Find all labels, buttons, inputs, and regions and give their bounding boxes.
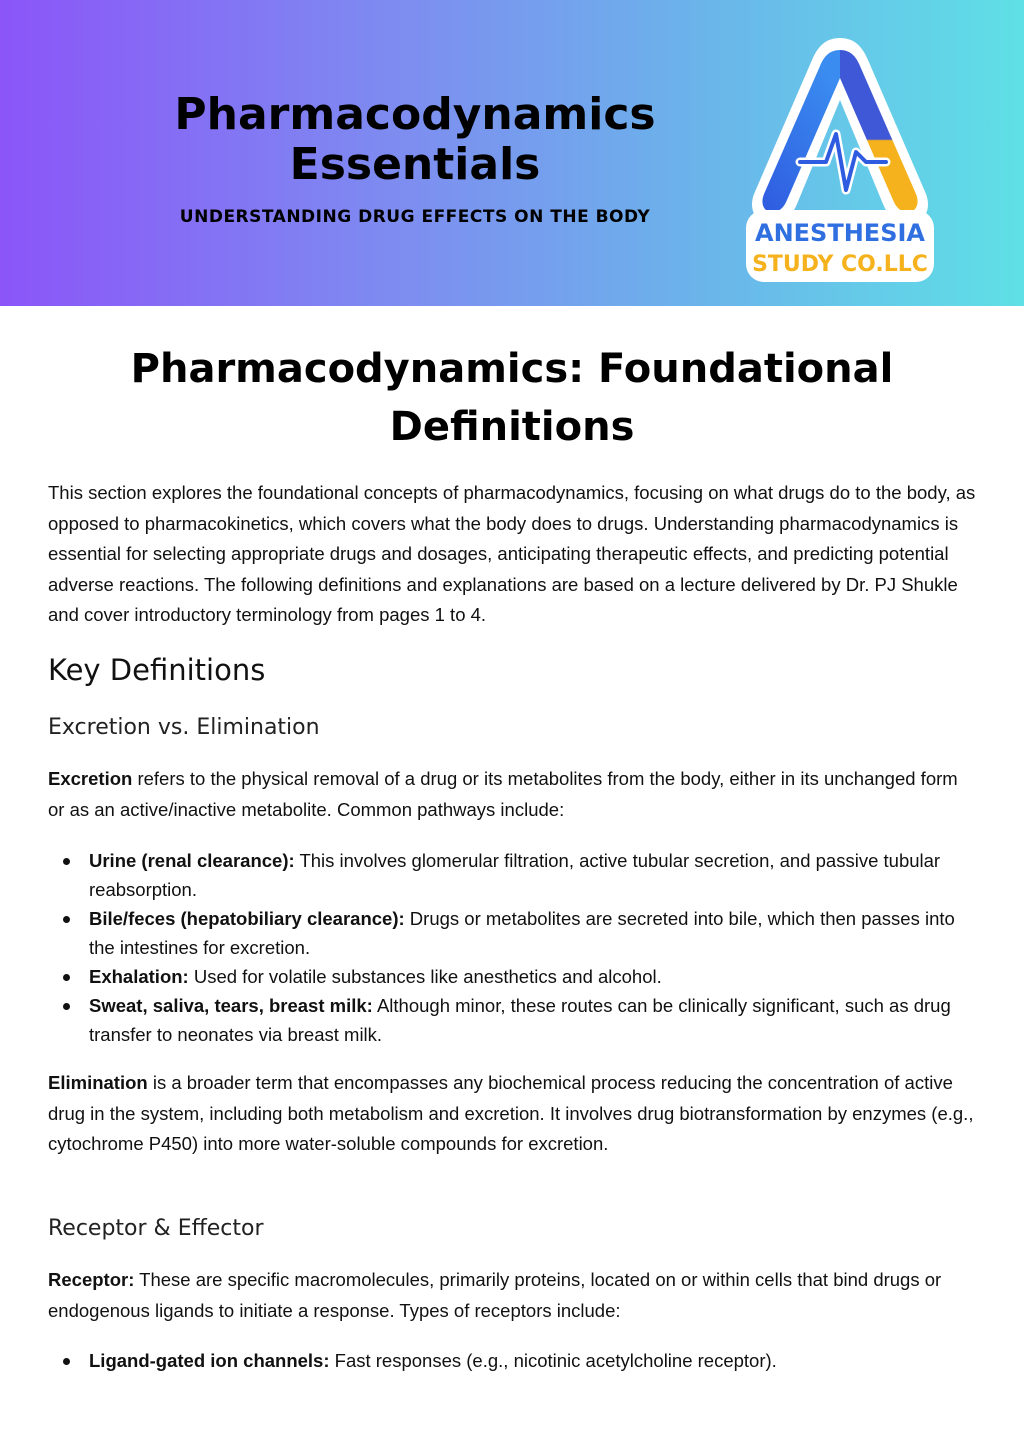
excretion-paragraph bbox=[48, 764, 978, 825]
receptor-paragraph bbox=[48, 1265, 978, 1326]
list-item: Ligand-gated ion channels: Fast responses (e.g., nicotinic acetylcholine receptor). bbox=[48, 1346, 978, 1375]
receptor-text: These are specific macromolecules, primarily proteins, located on or within cells that bind drugs or endogenous ligands to initiate a response. Types of receptors include: bbox=[48, 1269, 942, 1321]
list-item: Bile/feces (hepatobiliary clearance): Drugs or metabolites are secreted into bile, which then passes into the intestines for excretion. bbox=[48, 904, 978, 962]
receptor-effector-heading: Receptor & Effector bbox=[48, 1216, 264, 1241]
banner-subtitle: UNDERSTANDING DRUG EFFECTS ON THE BODY bbox=[179, 207, 651, 227]
key-definitions-heading: Key Definitions bbox=[48, 653, 266, 687]
list-item: Urine (renal clearance): This involves glomerular filtration, active tubular secretion, and passive tubular reabsorption. bbox=[48, 846, 978, 904]
svg-text:ANESTHESIA: ANESTHESIA bbox=[755, 219, 925, 247]
receptor-types-list bbox=[48, 1346, 978, 1375]
page-title: Pharmacodynamics: Foundational Definitions bbox=[130, 346, 894, 450]
list-item: Sweat, saliva, tears, breast milk: Although minor, these routes can be clinically significant, such as drug transfer to neonates via breast milk. bbox=[48, 991, 978, 1049]
list-item: Exhalation: Used for volatile substances like anesthetics and alcohol. bbox=[48, 962, 978, 991]
svg-text:STUDY CO.LLC: STUDY CO.LLC bbox=[752, 252, 928, 277]
excretion-text: refers to the physical removal of a drug or its metabolites from the body, either in its unchanged form or as an active/inactive metabolite. Common pathways include: bbox=[48, 768, 958, 820]
anesthesia-logo bbox=[742, 34, 938, 286]
elimination-term: Elimination bbox=[48, 1072, 148, 1093]
intro-paragraph: This section explores the foundational concepts of pharmacodynamics, focusing on what drugs do to the body, as opposed to pharmacokinetics, which covers what the body does to drugs. Understanding pharmacodynamics is essential for selecting appropriate drugs and dosages, anticipating therapeutic effects, and predicting potential adverse reactions. The following definitions and explanations are based on a lecture delivered by Dr. PJ Shukle and cover introductory terminology from pages 1 to 4. bbox=[48, 482, 976, 625]
elimination-text: is a broader term that encompasses any biochemical process reducing the concentration of active drug in the system, including both metabolism and excretion. It involves drug biotransformation by enzymes (e.g., cytochrome P450) into more water-soluble compounds for excretion. bbox=[48, 1072, 974, 1154]
elimination-paragraph bbox=[48, 1068, 978, 1160]
banner-title: Pharmacodynamics Essentials bbox=[174, 89, 656, 190]
excretion-term: Excretion bbox=[48, 768, 133, 789]
excretion-pathways-list bbox=[48, 846, 978, 1049]
receptor-term: Receptor: bbox=[48, 1269, 135, 1290]
header-banner bbox=[0, 0, 1024, 306]
excretion-elimination-heading: Excretion vs. Elimination bbox=[48, 715, 320, 740]
